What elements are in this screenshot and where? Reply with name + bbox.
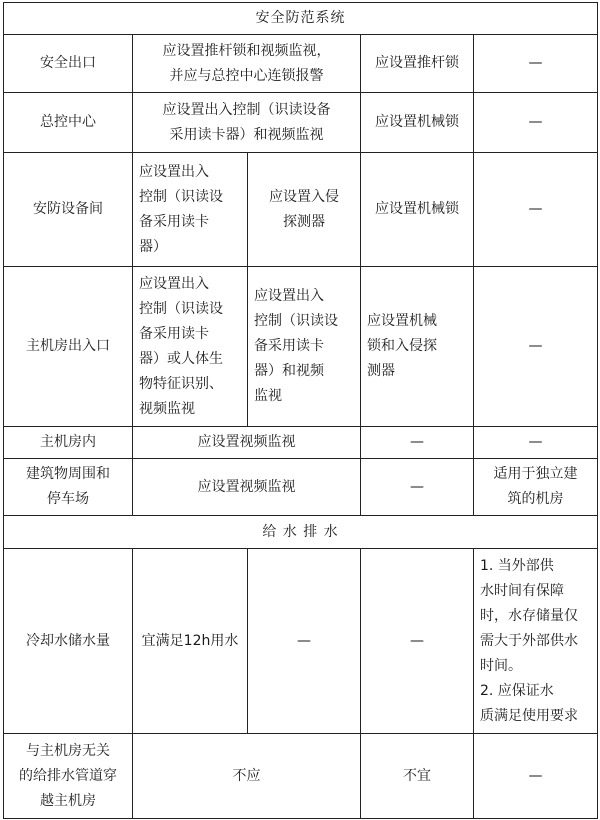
row-label-exit: 安全出口 bbox=[4, 35, 133, 93]
cell-cooling-d: 1. 当外部供 水时间有保障 时，水存储量仅 需大于外部供水 时间。 2. 应保证水 质满足使用要求 bbox=[474, 549, 598, 734]
table-row-entry bbox=[4, 267, 598, 427]
table-row-pipes bbox=[4, 734, 598, 819]
cell-cooling-a: 宜满足12h用水 bbox=[133, 549, 248, 734]
cell-pipes-ab: 不应 bbox=[133, 734, 361, 819]
cell-perimeter-c: — bbox=[361, 459, 474, 516]
table-row-control bbox=[4, 93, 598, 153]
cell-entry-d: — bbox=[474, 267, 598, 427]
cell-exit-d: — bbox=[474, 35, 598, 93]
cell-cooling-c: — bbox=[361, 549, 474, 734]
section-title-water: 给 水 排 水 bbox=[4, 516, 598, 549]
row-label-inside: 主机房内 bbox=[4, 427, 133, 459]
row-label-entry: 主机房出入口 bbox=[4, 267, 133, 427]
cell-equip-d: — bbox=[474, 153, 598, 267]
cell-perimeter-d: 适用于独立建 筑的机房 bbox=[474, 459, 598, 516]
table-row-exit bbox=[4, 35, 598, 93]
cell-entry-c: 应设置机械 锁和入侵探 测器 bbox=[361, 267, 474, 427]
section-row-water bbox=[4, 516, 598, 549]
cell-entry-a: 应设置出入 控制（识读设 备采用读卡 器）或人体生 物特征识别、 视频监视 bbox=[133, 267, 248, 427]
cell-cooling-b: — bbox=[248, 549, 361, 734]
cell-pipes-c: 不宜 bbox=[361, 734, 474, 819]
table-row-equip bbox=[4, 153, 598, 267]
cell-inside-c: — bbox=[361, 427, 474, 459]
row-label-perimeter: 建筑物周围和 停车场 bbox=[4, 459, 133, 516]
section-title-security: 安全防范系统 bbox=[4, 3, 598, 35]
cell-pipes-d: — bbox=[474, 734, 598, 819]
cell-exit-ab: 应设置推杆锁和视频监视， 并应与总控中心连锁报警 bbox=[133, 35, 361, 93]
cell-equip-a: 应设置出入 控制（识读设 备采用读卡 器） bbox=[133, 153, 248, 267]
table-row-inside bbox=[4, 427, 598, 459]
row-label-cooling: 冷却水储水量 bbox=[4, 549, 133, 734]
cell-equip-c: 应设置机械锁 bbox=[361, 153, 474, 267]
cell-control-ab: 应设置出入控制（识读设备 采用读卡器）和视频监视 bbox=[133, 93, 361, 153]
table-row-cooling bbox=[4, 549, 598, 734]
cell-control-c: 应设置机械锁 bbox=[361, 93, 474, 153]
spec-table bbox=[3, 2, 598, 819]
section-row-security bbox=[4, 3, 598, 35]
cell-entry-b: 应设置出入 控制（识读设 备采用读卡 器）和视频 监视 bbox=[248, 267, 361, 427]
cell-inside-ab: 应设置视频监视 bbox=[133, 427, 361, 459]
cell-equip-b: 应设置入侵 探测器 bbox=[248, 153, 361, 267]
row-label-pipes: 与主机房无关 的给排水管道穿 越主机房 bbox=[4, 734, 133, 819]
cell-inside-d: — bbox=[474, 427, 598, 459]
table-row-perimeter bbox=[4, 459, 598, 516]
row-label-equip: 安防设备间 bbox=[4, 153, 133, 267]
cell-perimeter-ab: 应设置视频监视 bbox=[133, 459, 361, 516]
cell-control-d: — bbox=[474, 93, 598, 153]
row-label-control: 总控中心 bbox=[4, 93, 133, 153]
cell-exit-c: 应设置推杆锁 bbox=[361, 35, 474, 93]
